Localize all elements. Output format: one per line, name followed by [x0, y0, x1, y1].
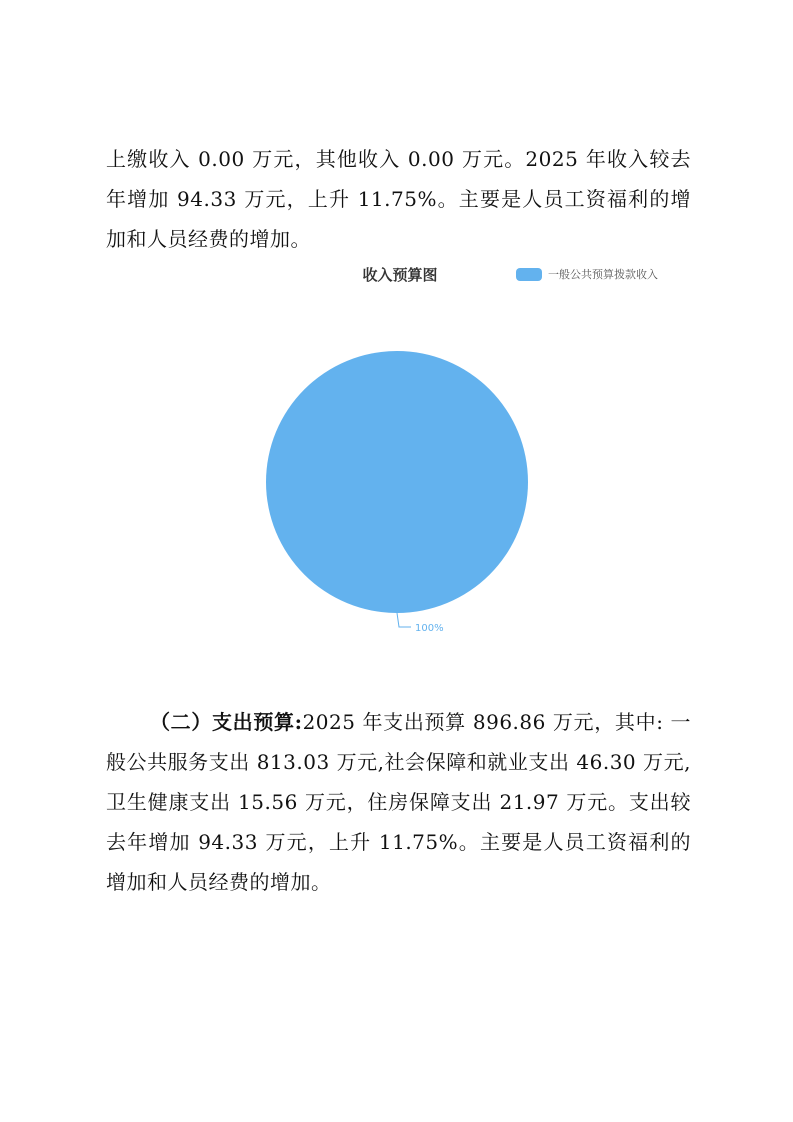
legend-label: 一般公共预算拨款收入	[548, 268, 658, 281]
section-heading: （二）支出预算:	[150, 710, 303, 734]
pie-label-leader	[397, 613, 411, 627]
expenditure-paragraph	[106, 702, 691, 902]
income-paragraph: 上缴收入 0.00 万元，其他收入 0.00 万元。2025 年收入较去年增加 94.33 万元，上升 11.75%。主要是人员工资福利的增加和人员经费的增加。	[106, 147, 691, 251]
section-body: 2025 年支出预算 896.86 万元，其中: 一般公共服务支出 813.03 万元,社会保障和就业支出 46.30 万元,卫生健康支出 15.56 万元，住房保障支出 21.97 万元。支出较去年增加 94.33 万元，上升 11.75%。主要是人员工资福利的增加和人员经费的增加。	[106, 710, 691, 894]
chart-title: 收入预算图	[362, 266, 438, 284]
pie-slice	[266, 351, 528, 613]
pie-data-label: 100%	[415, 623, 444, 634]
